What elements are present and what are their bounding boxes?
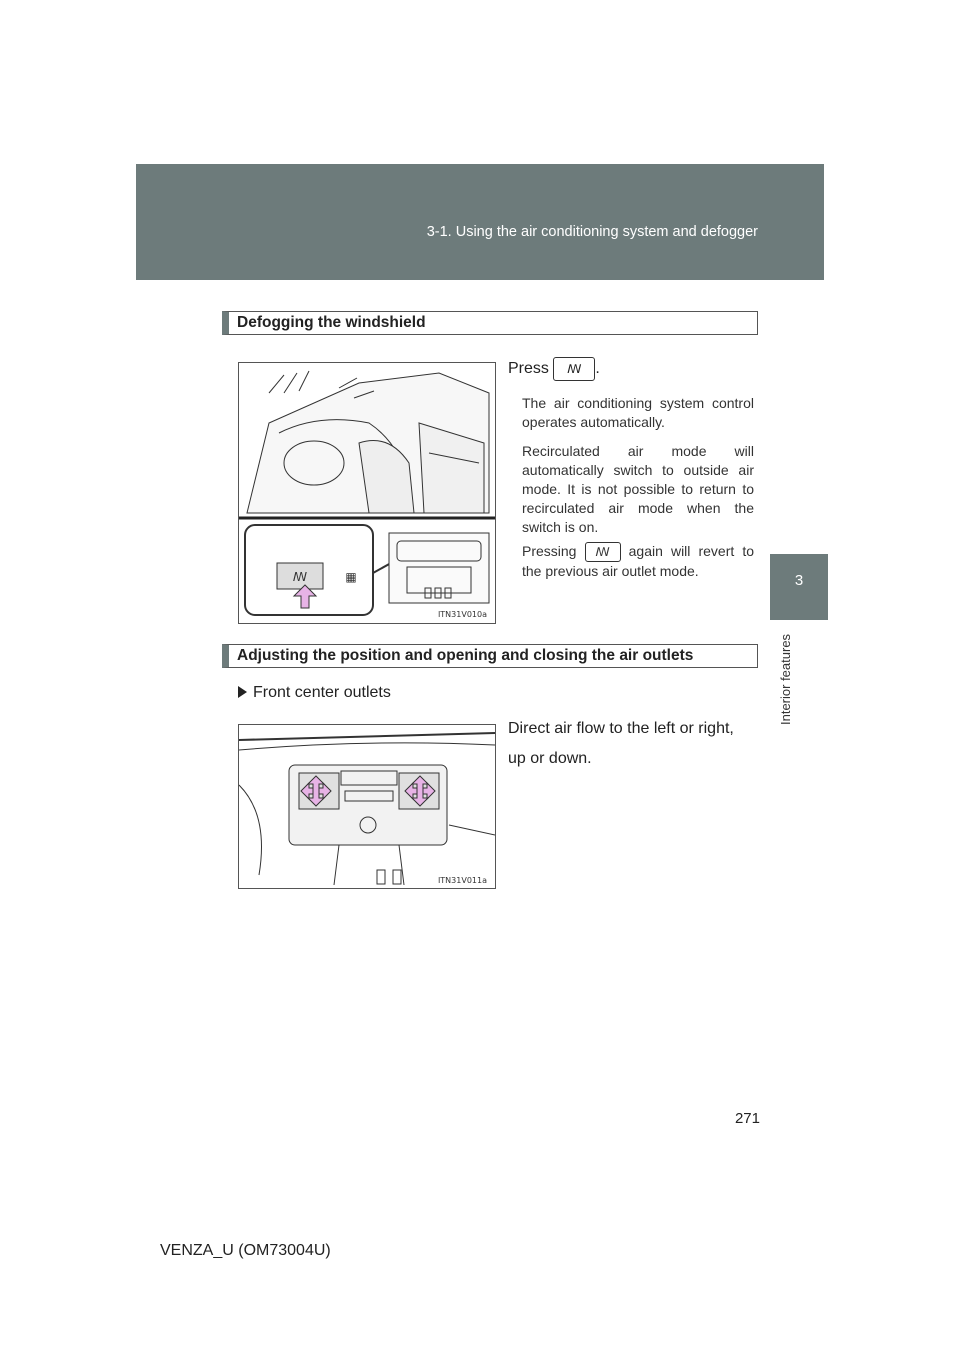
press-instruction: Press ꟿ .: [508, 356, 600, 382]
figure-code-1: ITN31V010a: [437, 610, 487, 619]
figure-defogging: [238, 362, 496, 624]
air-flow-instruction: Direct air flow to the left or right, up or down.: [508, 720, 734, 767]
header-title: 3-1. Using the air conditioning system and defogger: [426, 224, 758, 240]
header-band: [136, 164, 824, 280]
note-pressing-again: Pressing ꟿ again will revert to the previous air outlet mode.: [522, 543, 755, 580]
footer-model-code: VENZA_U (OM73004U): [160, 1242, 331, 1259]
section-heading-defogging: Defogging the windshield: [222, 311, 758, 335]
figure-code-2: ITN31V011a: [437, 876, 487, 885]
defroster-button-icon-small: ꟿ: [585, 542, 621, 562]
figure-air-outlets: [238, 724, 496, 889]
bullet-arrow-icon: [238, 686, 247, 698]
svg-text:ꟿ: ꟿ: [292, 570, 308, 584]
bullet-front-center-outlets: Front center outlets: [238, 680, 391, 706]
page-number: 271: [734, 1110, 760, 1127]
air-outlets-illustration: [239, 725, 495, 888]
chapter-label: Interior features: [778, 634, 793, 726]
defogging-illustration: [239, 363, 495, 623]
svg-text:▦: ▦: [345, 570, 357, 584]
chapter-tab: [770, 554, 828, 620]
defroster-button-icon: ꟿ: [553, 357, 595, 381]
note-recirculated-air: Recirculated air mode will automatically switch to outside air mode. It is not possible to return to recirculated air mode when the switch is on.: [522, 443, 754, 535]
note-auto-control: The air conditioning system control operates automatically.: [522, 395, 754, 430]
section-heading-air-outlets: Adjusting the position and opening and closing the air outlets: [222, 644, 758, 668]
chapter-number: 3: [794, 572, 804, 589]
